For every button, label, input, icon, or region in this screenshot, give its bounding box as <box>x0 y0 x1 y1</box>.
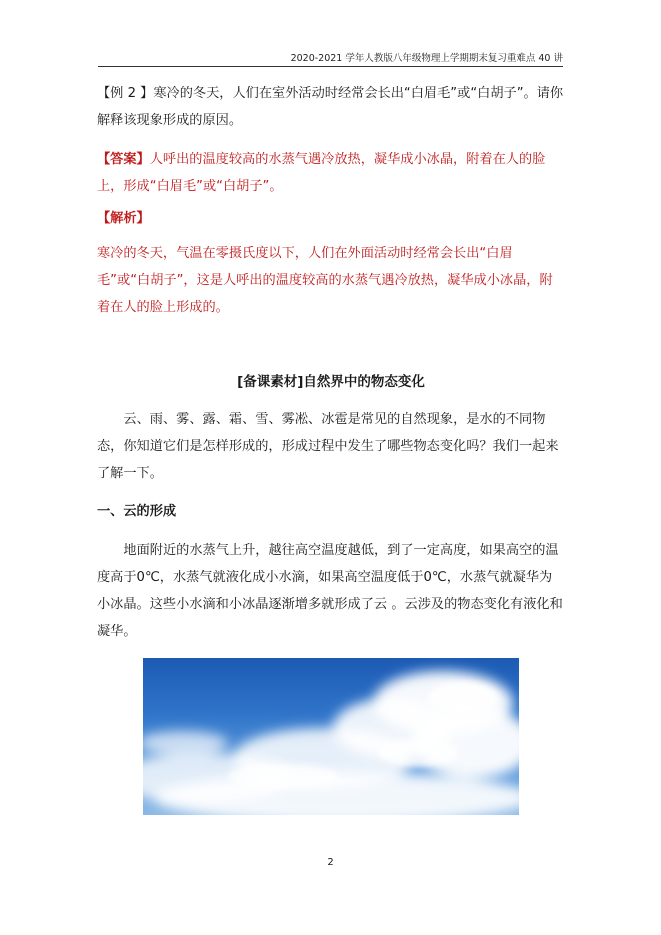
analysis-tag: 【解析】 <box>97 211 150 226</box>
example-question <box>97 80 565 134</box>
example-question-text: 寒冷的冬天，人们在室外活动时经常会长出“白眉毛”或“白胡子”。请你解释该现象形成的原因。 <box>97 86 564 128</box>
example-tag: 【例 2 】 <box>97 86 154 101</box>
page-header: 2020-2021 学年人教版八年级物理上学期期末复习重难点 40 讲 <box>98 50 563 67</box>
section1-heading: 一、云的形成 <box>97 504 177 519</box>
cloud-sky-image <box>143 658 519 815</box>
section1-text: 地面附近的水蒸气上升，越往高空温度越低，到了一定高度，如果高空的温度高于0℃，水蒸气就液化成小水滴，如果高空温度低于0℃，水蒸气就凝华为小冰晶。这些小水滴和小冰晶逐渐增多就形成了云 。云涉及的物态变化有液化和凝华。 <box>97 543 563 639</box>
material-intro: 云、雨、雾、露、霜、雪、雾凇、冰雹是常见的自然现象，是水的不同物态，你知道它们是怎样形成的，形成过程中发生了哪些物态变化吗？我们一起来了解一下。 <box>97 412 559 481</box>
answer-tag: 【答案】 <box>97 152 150 167</box>
answer-block <box>97 146 565 200</box>
page-number: 2 <box>327 857 334 868</box>
cloud-illustration <box>143 658 519 815</box>
material-title: [备课素材]自然界中的物态变化 <box>237 374 425 390</box>
answer-text: 人呼出的温度较高的水蒸气遇冷放热，凝华成小冰晶，附着在人的脸上，形成“白眉毛”或“白胡子”。 <box>97 152 546 194</box>
analysis-text: 寒冷的冬天，气温在零摄氏度以下，人们在外面活动时经常会长出“白眉毛”或“白胡子”，这是人呼出的温度较高的水蒸气遇冷放热，凝华成小冰晶，附着在人的脸上形成的。 <box>97 246 553 315</box>
